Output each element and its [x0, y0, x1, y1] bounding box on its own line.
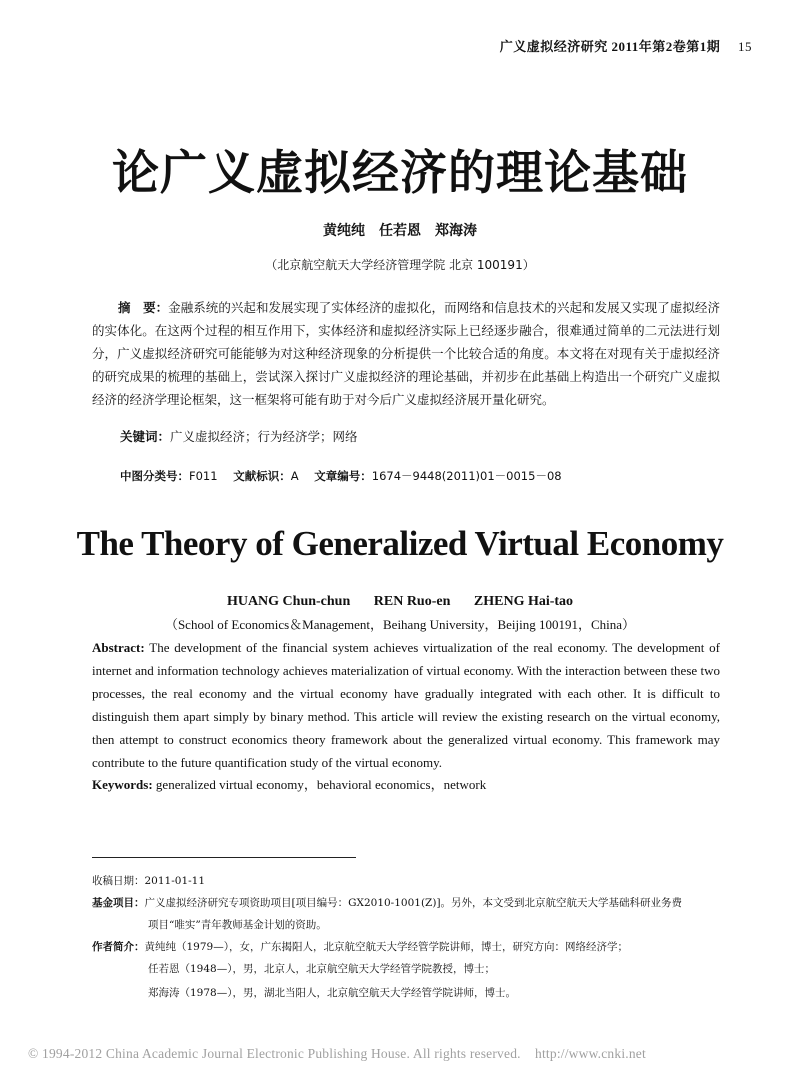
abstract-english — [92, 636, 720, 774]
running-header — [500, 36, 752, 55]
author-en-3: ZHENG Hai-tao — [473, 594, 574, 609]
doc-code-value: A — [290, 469, 299, 483]
title-chinese: 论广义虚拟经济的理论基础 — [112, 146, 688, 201]
footnote-funding — [92, 892, 720, 914]
keywords-chinese-text: 广义虚拟经济；行为经济学；网络 — [170, 429, 358, 444]
author-bio-1: 黄纯纯（1979—），女，广东揭阳人，北京航空航天大学经管学院讲师，博士，研究方向：网络经济学； — [144, 941, 628, 953]
abstract-english-text: The development of the financial system achieves virtualization of the real economy. The development of internet and information technology achieves materialization of virtual economy. With the interaction between these two processes, the real economy and the virtual economy have gradually integrated with each other. It is difficult to distinguish them apart simply by binary method. This article will review the existing research on the virtual economy, then attempt to construct economics theory framework about the generalized virtual economy. This framework may contribute to the future quantification study of the virtual economy. — [92, 640, 721, 770]
issue-info: 2011年第2卷第1期 — [611, 39, 721, 54]
keywords-english-text: generalized virtual economy，behavioral economics，network — [155, 777, 487, 792]
author-en-1: HUANG Chun-chun — [226, 594, 351, 609]
authors-english — [0, 594, 800, 610]
footnote-funding-continued: 项目“唯实”青年教师基金计划的资助。 — [148, 919, 327, 931]
footnote-divider — [92, 857, 356, 858]
journal-name: 广义虚拟经济研究 — [499, 39, 608, 54]
footnote-author-bio — [92, 936, 628, 958]
keywords-english — [92, 774, 486, 793]
copyright-watermark: © 1994-2012 China Academic Journal Electronic Publishing House. All rights reserved. http://www.cnki.net — [28, 1046, 646, 1061]
article-number-label: 文章编号： — [314, 469, 372, 483]
abstract-chinese — [92, 296, 720, 411]
author-bio-label: 作者简介： — [92, 941, 145, 953]
clc-value: F011 — [189, 469, 218, 483]
page-number: 15 — [738, 39, 752, 54]
abstract-chinese-text: 金融系统的兴起和发展实现了实体经济的虚拟化，而网络和信息技术的兴起和发展又实现了虚拟经济的实体化。在这两个过程的相互作用下，实体经济和虚拟经济实际上已经逐步融合，很难通过简单的二元法进行划分，广义虚拟经济研究可能能够为对这种经济现象的分析提供一个比较合适的角度。本文将在对现有关于虚拟经济的研究成果的梳理的基础上，尝试深入探讨广义虚拟经济的理论基础，并初步在此基础上构造出一个研究广义虚拟经济的经济学理论框架，这一框架将可能有助于对今后广义虚拟经济展开量化研究。 — [92, 300, 720, 407]
author-en-2: REN Ruo-en — [373, 594, 451, 609]
affiliation-english: （School of Economics＆Management，Beihang University，Beijing 100191，China） — [164, 617, 636, 632]
abstract-english-label: Abstract: — [92, 640, 145, 655]
keywords-chinese — [120, 427, 358, 445]
classification-line — [120, 468, 562, 484]
footnote-received-date: 收稿日期：2011-01-11 — [92, 875, 206, 887]
clc-label: 中图分类号： — [120, 469, 189, 483]
authors-chinese: 黄纯纯 任若恩 郑海涛 — [323, 223, 477, 239]
funding-text: 广义虚拟经济研究专项资助项目[项目编号：GX2010-1001(Z)]。另外，本文受到北京航空航天大学基础科研业务费 — [144, 897, 683, 909]
doc-code-label: 文献标识： — [233, 469, 291, 483]
affiliation-chinese: （北京航空航天大学经济管理学院 北京 100191） — [265, 258, 535, 272]
funding-label: 基金项目： — [92, 897, 145, 909]
article-number-value: 1674－9448(2011)01－0015－08 — [371, 469, 562, 483]
title-english: The Theory of Generalized Virtual Economy — [76, 524, 724, 563]
keywords-english-label: Keywords: — [92, 777, 153, 792]
author-bio-2: 任若恩（1948—），男，北京人，北京航空航天大学经管学院教授，博士； — [148, 963, 495, 975]
keywords-chinese-label: 关键词： — [120, 429, 171, 444]
author-bio-3: 郑海涛（1978—），男，湖北当阳人，北京航空航天大学经管学院讲师，博士。 — [148, 987, 516, 999]
abstract-chinese-label: 摘 要： — [118, 300, 169, 315]
